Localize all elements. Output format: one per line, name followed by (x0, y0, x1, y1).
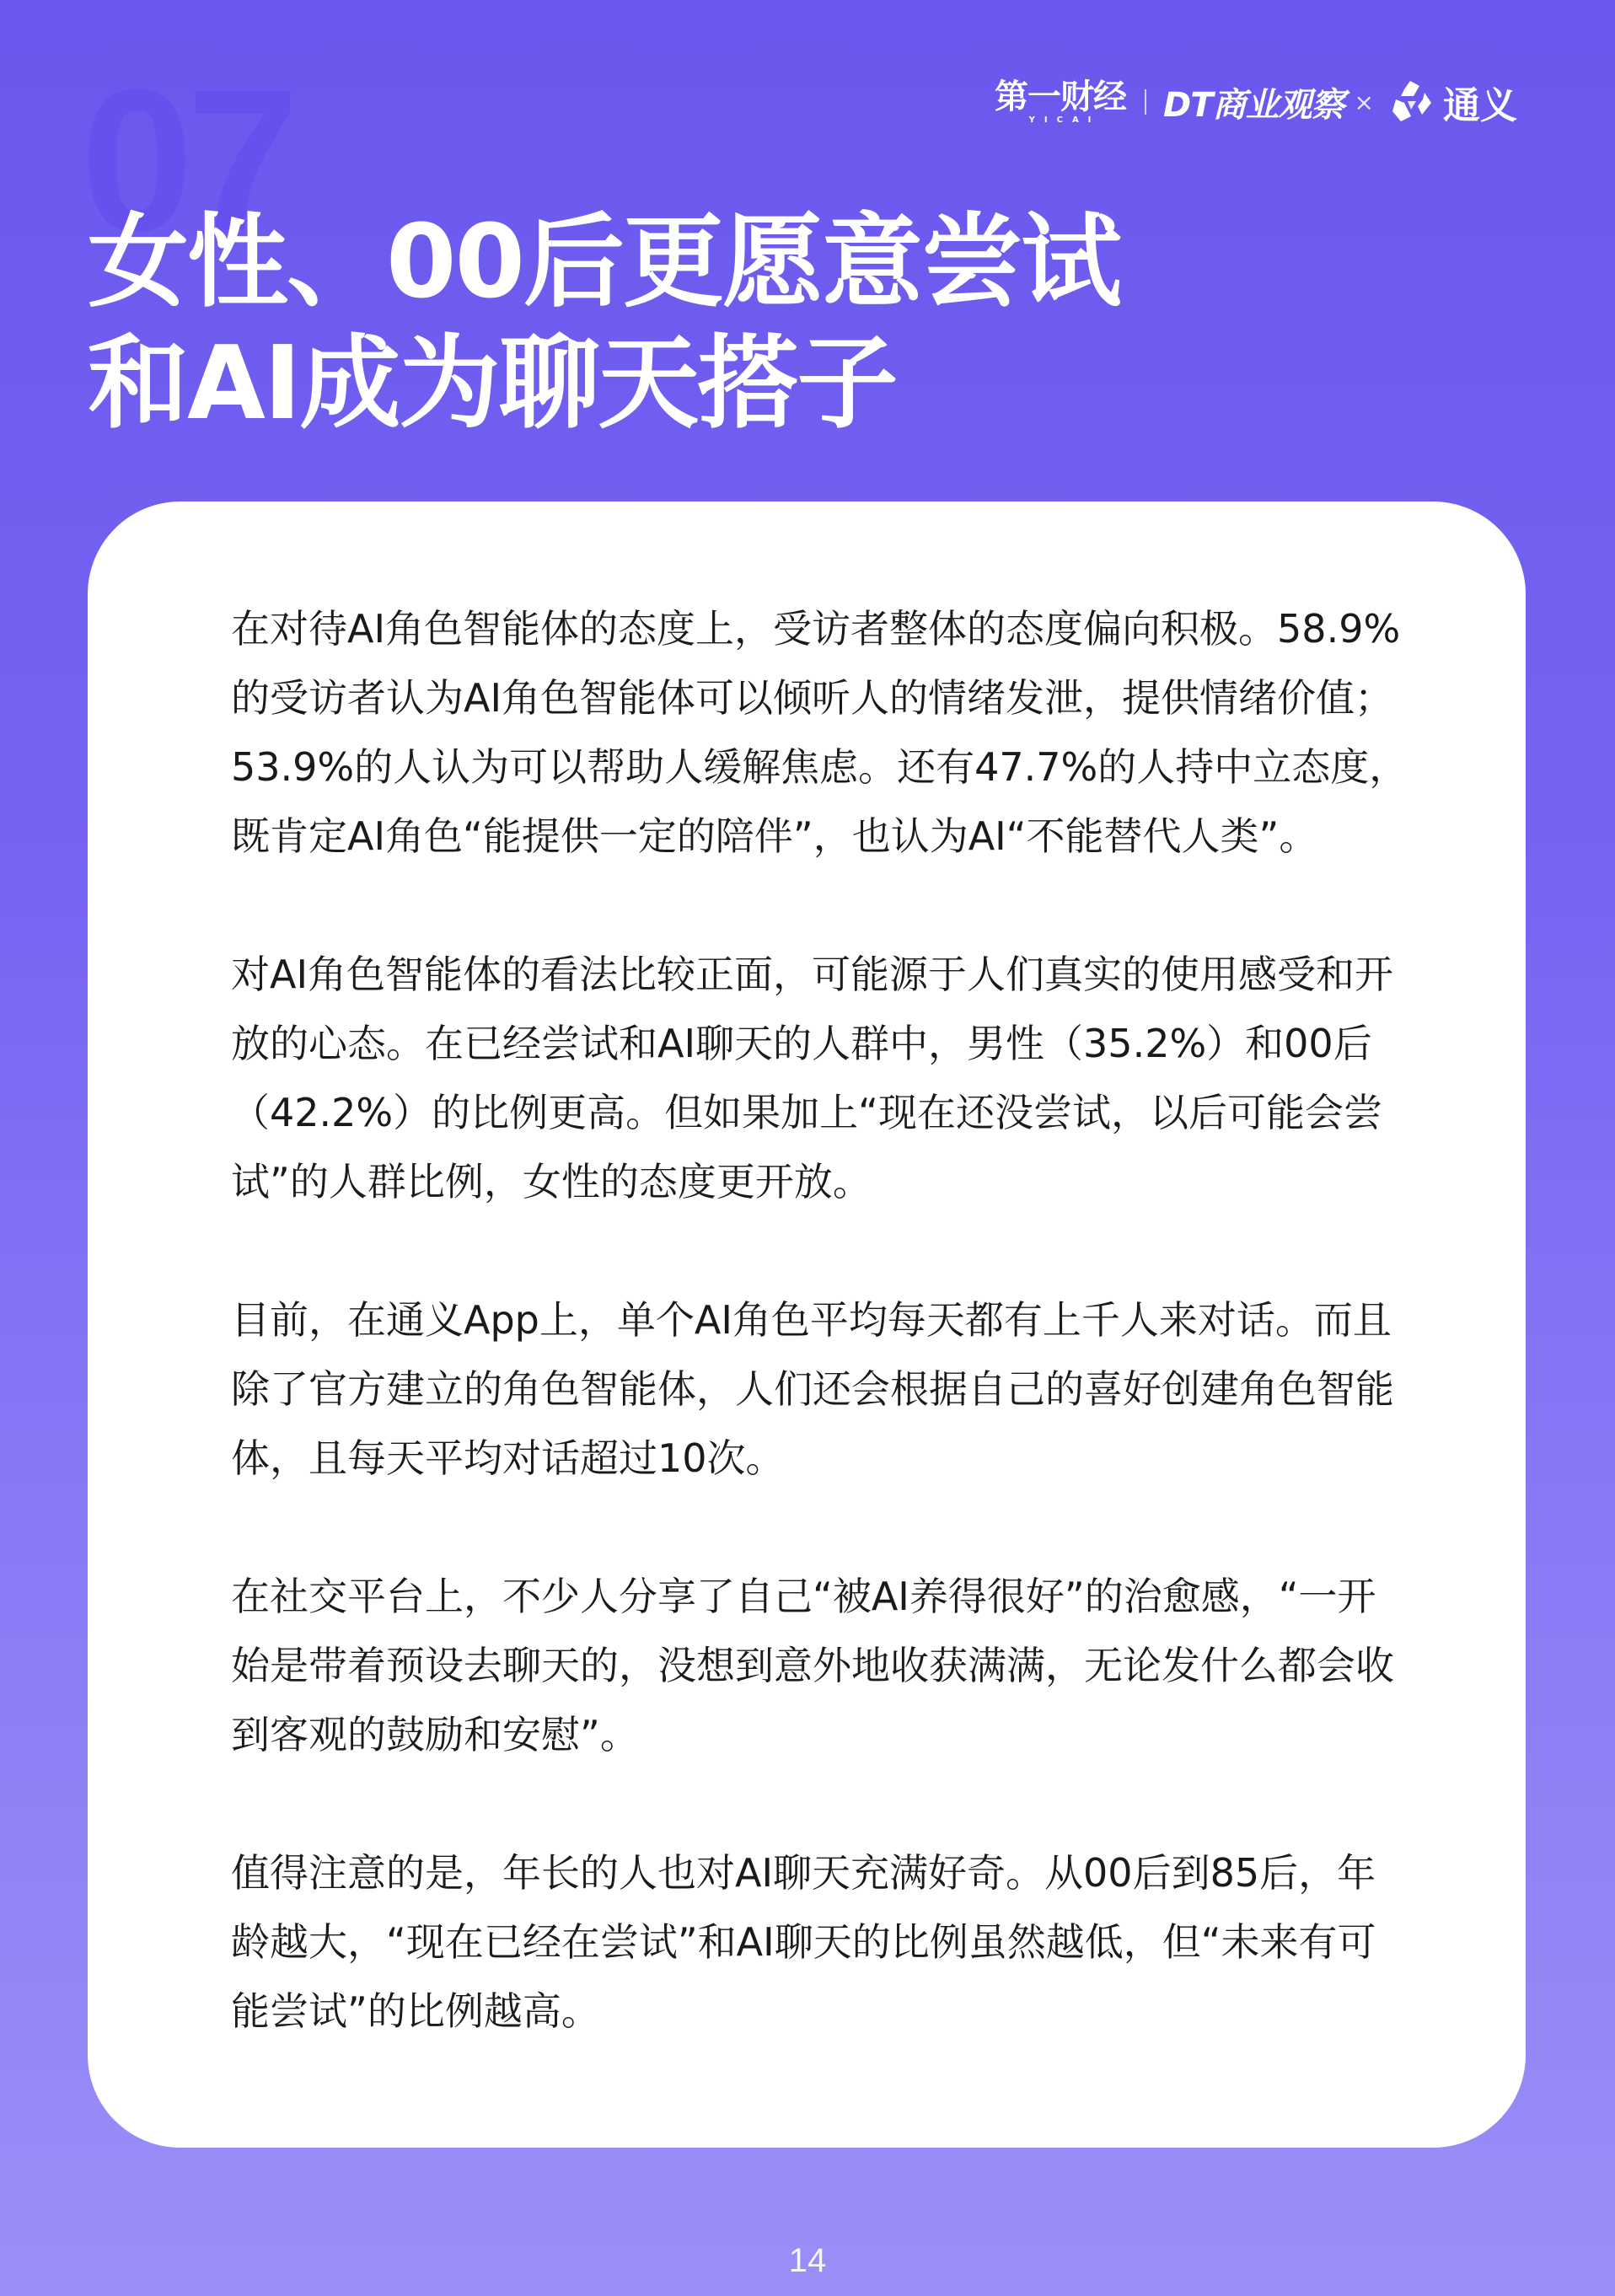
page-title-line-1: 女性、00后更愿意尝试 (88, 204, 1120, 321)
brand-divider (1145, 89, 1146, 115)
page-number: 14 (788, 2242, 827, 2279)
tongyi-logo-text: 通义 (1443, 84, 1517, 127)
content-body (231, 594, 1411, 2115)
page-title (88, 202, 1120, 445)
page-title-line-2: 和AI成为聊天搭子 (88, 325, 897, 443)
paragraph: 目前，在通义App上，单个AI角色平均每天都有上千人来对话。而且除了官方建立的角色智能体，人们还会根据自己的喜好创建角色智能体，且每天平均对话超过10次。 (231, 1297, 1394, 1481)
brand-bar (995, 72, 1517, 131)
paragraph: 值得注意的是，年长的人也对AI聊天充满好奇。从00后到85后，年龄越大，“现在已经在尝试”和AI聊天的比例虽然越低，但“未来有可能尝试”的比例越高。 (231, 1850, 1376, 2034)
content-card (88, 502, 1526, 2148)
yicai-logo (995, 78, 1126, 126)
dt-logo: DT商业观察 (1163, 85, 1344, 125)
tongyi-logo (1386, 75, 1517, 129)
paragraph: 对AI角色智能体的看法比较正面，可能源于人们真实的使用感受和开放的心态。在已经尝试和AI聊天的人群中，男性（35.2%）和00后（42.2%）的比例更高。但如果加上“现在还没尝试，以后可能会尝试”的人群比例，女性的态度更开放。 (231, 952, 1394, 1204)
paragraph: 在社交平台上，不少人分享了自己“被AI养得很好”的治愈感，“一开始是带着预设去聊天的，没想到意外地收获满满，无论发什么都会收到客观的鼓励和安慰”。 (231, 1574, 1394, 1757)
tongyi-logo-icon (1386, 78, 1435, 126)
section-number: 07 (81, 47, 292, 273)
paragraph: 在对待AI角色智能体的态度上，受访者整体的态度偏向积极。58.9%的受访者认为AI角色智能体可以倾听人的情绪发泄，提供情绪价值；53.9%的人认为可以帮助人缓解焦虑。还有47.7%的人持中立态度，既肯定AI角色“能提供一定的陪伴”，也认为AI“不能替代人类”。 (231, 606, 1408, 859)
brand-separator: × (1354, 88, 1374, 116)
yicai-logo-text: 第一财经 (995, 78, 1127, 116)
yicai-logo-subtext: YICAI (1028, 115, 1101, 125)
